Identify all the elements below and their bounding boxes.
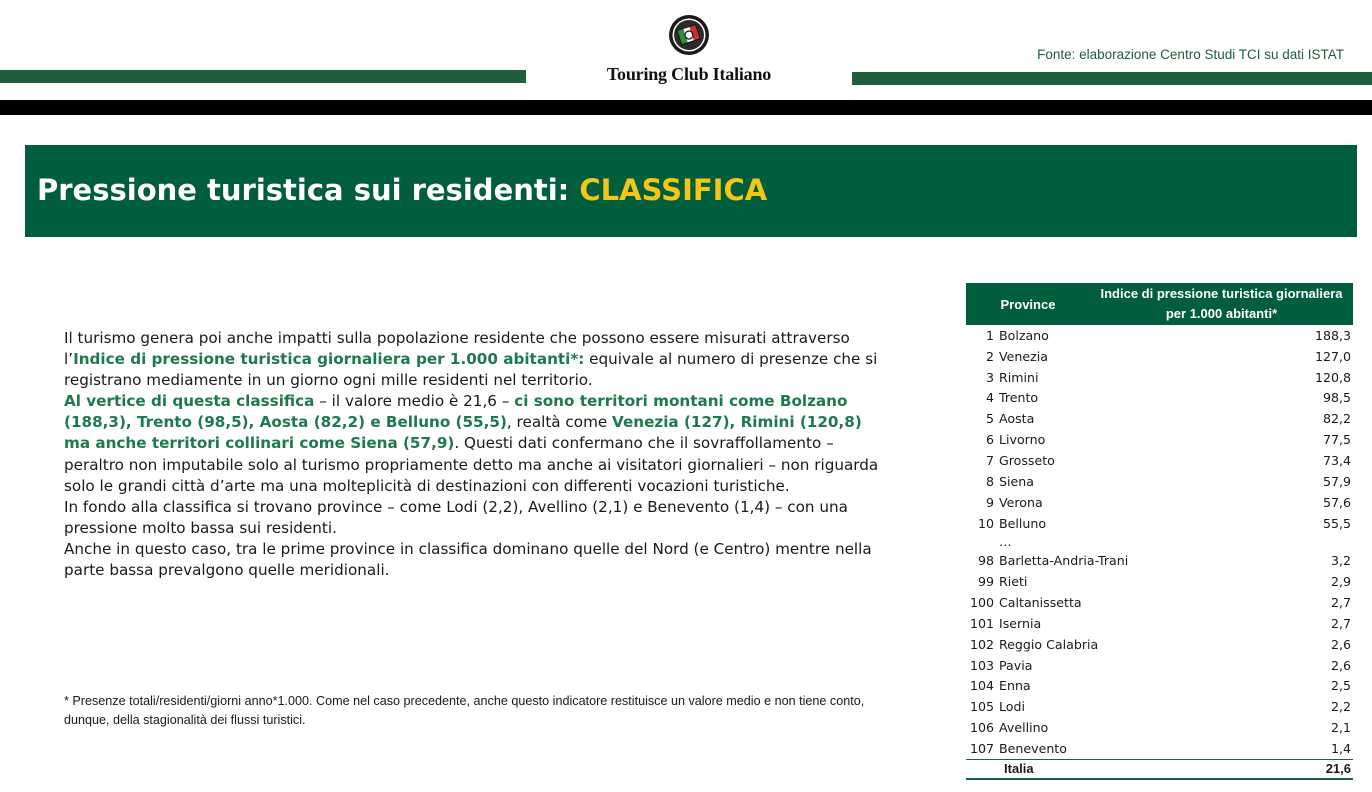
table-row [966,676,1353,697]
row-province: Enna [999,678,1031,694]
table-body-top [966,325,1353,533]
row-value: 127,0 [1314,348,1351,364]
row-province: Reggio Calabria [999,636,1099,652]
row-value: 82,2 [1322,411,1351,427]
table-row [966,634,1353,655]
row-province: Avellino [999,720,1049,736]
row-value: 2,7 [1330,595,1351,611]
row-rank: 7 [985,452,994,468]
row-value: 1,4 [1330,740,1351,756]
page-title [37,173,767,207]
row-rank: 107 [969,740,994,756]
row-province: Aosta [999,411,1035,427]
column-header-index: Indice di pressione turistica giornaliera per 1.000 abitanti* [1100,286,1343,321]
row-province: Pavia [999,657,1033,673]
row-province: Barletta-Andria-Trani [999,553,1129,569]
row-rank: 10 [977,515,994,531]
row-value: 2,2 [1330,699,1351,715]
row-rank: 100 [969,595,994,611]
table-row [966,367,1353,388]
row-province: Verona [999,494,1043,510]
paragraph-3: In fondo alla classifica si trovano province – come Lodi (2,2), Avellino (2,1) e Benevento (1,4) – con una pressione molto bassa sui residenti. [64,497,848,537]
row-province: Rimini [999,369,1039,385]
total-value: 21,6 [1325,761,1351,777]
paragraph-1 [64,328,884,391]
row-rank: 105 [969,699,994,715]
row-rank: 8 [985,473,994,489]
paragraph-4: Anche in questo caso, tra le prime province in classifica dominano quelle del Nord (e Centro) mentre nella parte bassa prevalgono quelle meridionali. [64,539,872,580]
paragraph-2 [64,391,884,496]
row-rank: 3 [985,369,994,385]
table-row [966,513,1353,534]
p2-text-d: , realtà come [506,413,613,432]
row-value: 188,3 [1314,327,1351,343]
table-row [966,717,1353,738]
row-rank: 104 [969,678,994,694]
header-divider-black [0,100,1372,115]
row-province: Lodi [999,699,1025,715]
source-note: Fonte: elaborazione Centro Studi TCI su dati ISTAT [1037,47,1344,62]
table-row [966,325,1353,346]
row-province: Venezia [999,348,1048,364]
row-rank: 4 [985,390,994,406]
row-value: 98,5 [1322,390,1351,406]
table-body-bottom [966,550,1353,758]
table-row [966,471,1353,492]
p2-text-f: . Questi dati confermano che il sovraffollamento – peraltro non imputabile solo al turismo propriamente detto ma anche ai visitatori giornalieri – non riguarda solo le grandi città d’arte ma una molteplicità di destinazioni con differenti vocazioni turistiche. [64,434,879,495]
row-value: 2,5 [1330,678,1351,694]
footnote: * Presenze totali/residenti/giorni anno*1.000. Come nel caso precedente, anche questo indicatore restituisce un valore medio e non tiene conto, dunque, della stagionalità dei flussi turistici. [64,694,865,727]
row-value: 2,6 [1330,657,1351,673]
table-row [966,550,1353,571]
row-value: 2,6 [1330,636,1351,652]
table-row [966,592,1353,613]
p2-highlight-a: Al vertice di questa classifica [64,392,315,411]
row-value: 77,5 [1322,432,1351,448]
row-value: 2,7 [1330,615,1351,631]
row-value: 73,4 [1322,452,1351,468]
ellipsis-text: … [999,534,1012,550]
row-province: Grosseto [999,452,1055,468]
row-province: Bolzano [999,327,1049,343]
row-value: 120,8 [1314,369,1351,385]
table-row [966,571,1353,592]
tci-logo-emblem [668,14,710,56]
row-province: Livorno [999,432,1046,448]
table-row-total [966,759,1353,780]
header-bar-left [0,70,526,83]
row-province: Isernia [999,615,1042,631]
table-row [966,655,1353,676]
row-rank: 6 [985,432,994,448]
row-province: Rieti [999,574,1028,590]
row-rank: 98 [977,553,994,569]
table-row [966,346,1353,367]
p1-text-c: equivale al numero di presenze che si registrano mediamente in un giorno ogni mille residenti nel territorio. [64,350,878,390]
p1-text-a: Il turismo genera poi anche impatti sulla popolazione residente che possono essere misurati attraverso l’ [64,329,850,369]
row-value: 3,2 [1330,553,1351,569]
row-province: Belluno [999,515,1047,531]
p2-text-b: – il valore medio è 21,6 – [314,392,515,411]
row-rank: 5 [985,411,994,427]
body-text [64,328,884,581]
tci-logo-text: Touring Club Italiano [606,64,772,84]
column-header-province: Province [1000,296,1056,312]
row-rank: 103 [969,657,994,673]
table-row [966,492,1353,513]
row-rank: 102 [969,636,994,652]
row-value: 57,9 [1322,473,1351,489]
row-value: 2,1 [1330,720,1351,736]
row-rank: 1 [985,327,994,343]
table-row-ellipsis [966,533,1353,550]
row-rank: 99 [977,574,994,590]
title-band [25,145,1357,237]
total-name: Italia [1004,761,1034,777]
page-title-main: Pressione turistica sui residenti: [37,173,580,207]
table-row [966,429,1353,450]
row-value: 55,5 [1322,515,1351,531]
p2-highlight-c: ci sono territori montani come Bolzano (188,3), Trento (98,5), Aosta (82,2) e Belluno (55,5) [64,392,848,432]
row-value: 57,6 [1322,494,1351,510]
row-value: 2,9 [1330,574,1351,590]
header-bar-right [852,72,1372,85]
table-header [966,283,1353,325]
table-row [966,696,1353,717]
row-rank: 2 [985,348,994,364]
p2-highlight-e: Venezia (127), Rimini (120,8) ma anche territori collinari come Siena (57,9) [64,413,862,453]
page-title-highlight: CLASSIFICA [579,173,768,207]
row-province: Siena [999,473,1034,489]
table-row [966,450,1353,471]
row-rank: 9 [985,494,994,510]
table-row [966,388,1353,409]
p1-highlight: Indice di pressione turistica giornaliera per 1.000 abitanti*: [73,350,585,369]
row-rank: 101 [969,615,994,631]
ranking-table [966,283,1353,780]
table-row [966,613,1353,634]
row-rank: 106 [969,720,994,736]
row-province: Trento [999,390,1039,406]
row-province: Benevento [999,740,1067,756]
table-row [966,408,1353,429]
table-row [966,738,1353,759]
row-province: Caltanissetta [999,595,1082,611]
